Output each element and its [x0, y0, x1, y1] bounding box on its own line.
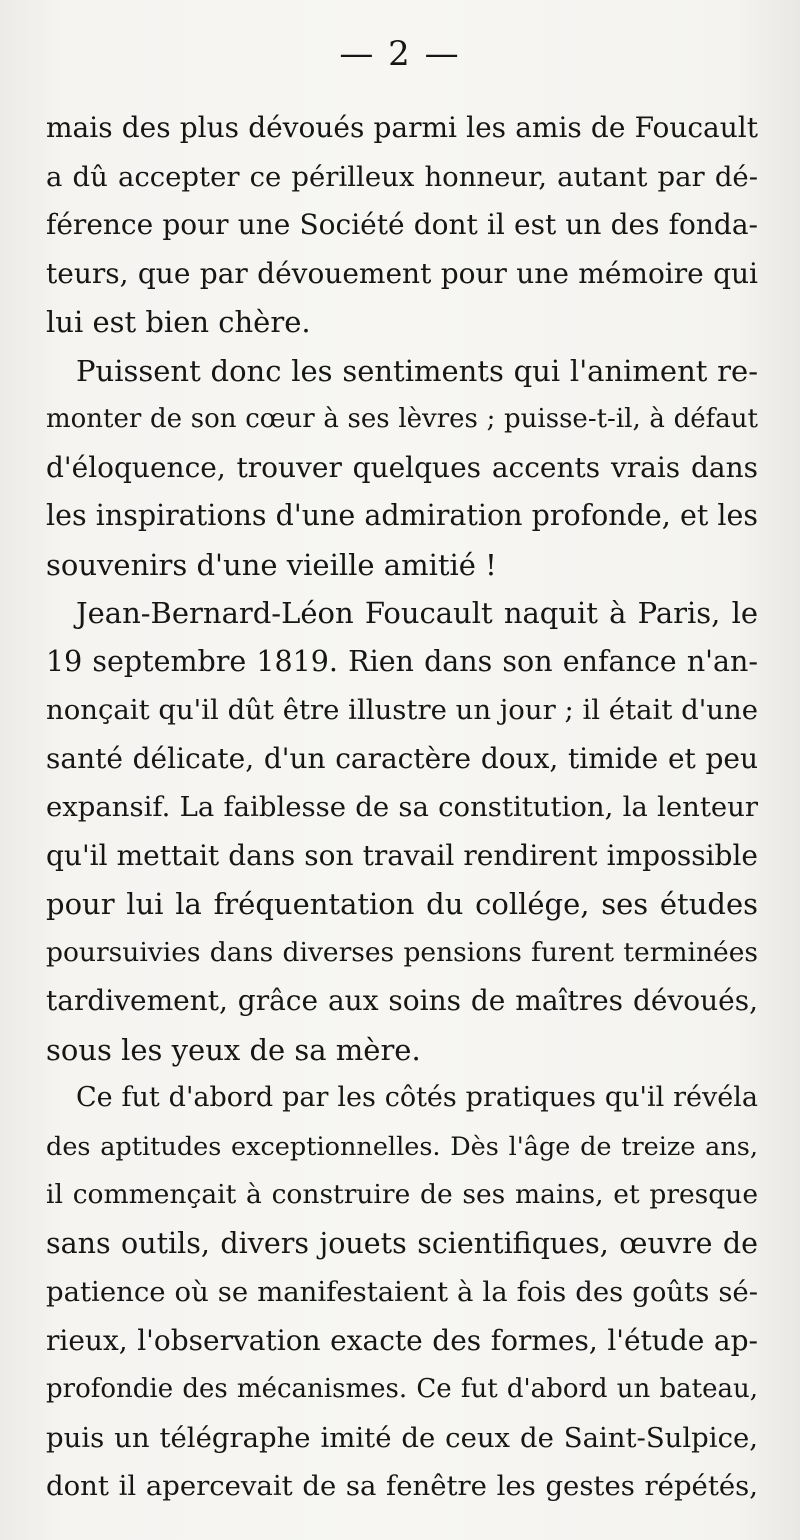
text-line: puis un télégraphe imité de ceux de Saint-Sulpice,: [46, 1421, 758, 1454]
text-line: d'éloquence, trouver quelques accents vrais dans: [46, 450, 758, 484]
text-line: expansif. La faiblesse de sa constitution, la lenteur: [46, 791, 758, 823]
text-line: Puissent donc les sentiments qui l'animent re-: [76, 353, 758, 388]
page-number: — 2 —: [339, 34, 461, 74]
text-line: patience où se manifestaient à la fois des goûts sé-: [46, 1276, 758, 1308]
text-line: nonçait qu'il dût être illustre un jour ; il était d'une: [46, 694, 758, 726]
text-line: dont il apercevait de sa fenêtre les gestes répétés,: [46, 1470, 758, 1502]
text-line: les inspirations d'une admiration profonde, et les: [46, 499, 758, 532]
text-line: lui est bien chère.: [46, 305, 311, 339]
text-line: mais des plus dévoués parmi les amis de Foucault: [46, 111, 758, 144]
text-line: santé délicate, d'un caractère doux, timide et peu: [46, 741, 758, 775]
text-line: monter de son cœur à ses lèvres ; puisse-t-il, à défaut: [46, 404, 758, 434]
text-line: Ce fut d'abord par les côtés pratiques qu'il révéla: [76, 1082, 758, 1113]
text-line: des aptitudes exceptionnelles. Dès l'âge de treize ans,: [46, 1131, 758, 1162]
text-line: tardivement, grâce aux soins de maîtres dévoués,: [46, 984, 758, 1017]
text-line: rieux, l'observation exacte des formes, l'étude ap-: [46, 1323, 758, 1357]
text-line: sans outils, divers jouets scientifiques, œuvre de: [46, 1226, 758, 1260]
text-line: Jean-Bernard-Léon Foucault naquit à Paris, le: [76, 596, 758, 630]
text-line: souvenirs d'une vieille amitié !: [46, 547, 497, 582]
text-line: teurs, que par dévouement pour une mémoire qui: [46, 256, 758, 290]
text-line: 19 septembre 1819. Rien dans son enfance n'an-: [46, 644, 758, 678]
text-line: sous les yeux de sa mère.: [46, 1032, 421, 1067]
text-line: qu'il mettait dans son travail rendirent impossible: [46, 838, 758, 872]
text-line: a dû accepter ce périlleux honneur, autant par dé-: [46, 160, 758, 193]
text-line: férence pour une Société dont il est un des fonda-: [46, 208, 758, 241]
text-line: il commençait à construire de ses mains, et presque: [46, 1179, 758, 1210]
body-text: [46, 104, 758, 1511]
text-line: poursuivies dans diverses pensions furent terminées: [46, 936, 758, 968]
text-line: profondie des mécanismes. Ce fut d'abord un bateau,: [46, 1374, 758, 1404]
text-line: pour lui la fréquentation du collége, ses études: [46, 887, 758, 921]
